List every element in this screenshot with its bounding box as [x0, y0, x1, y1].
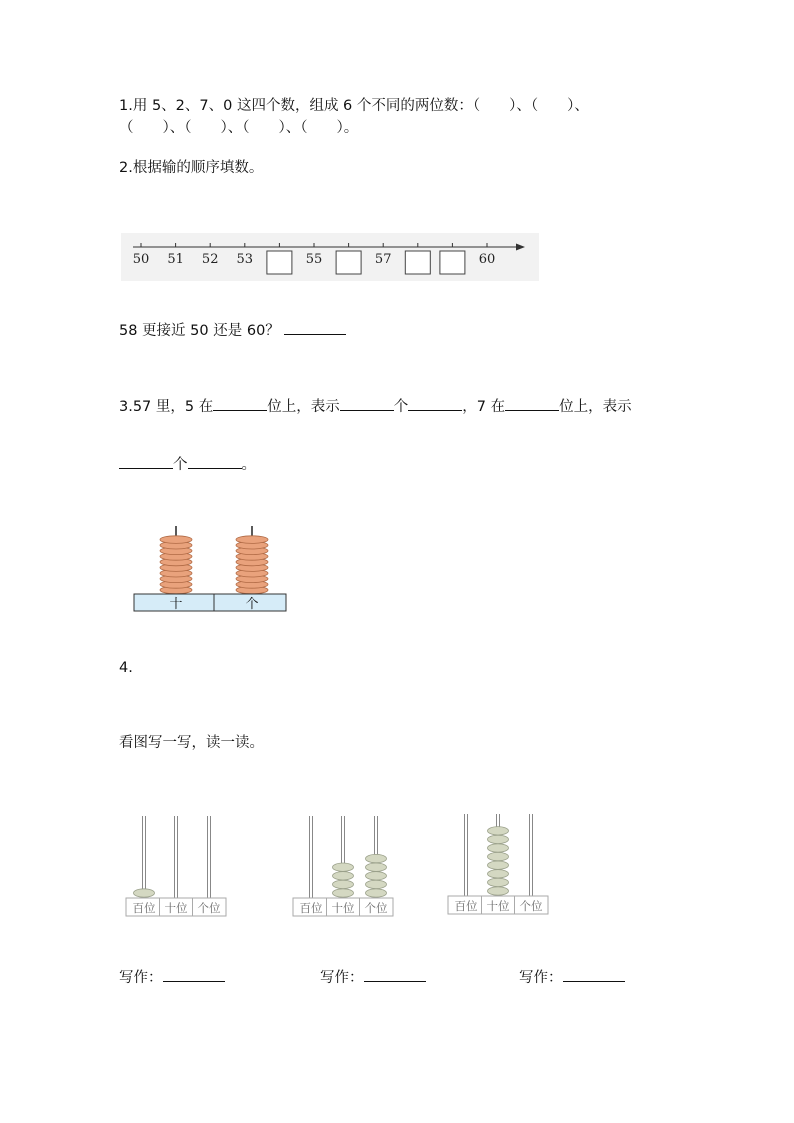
answer-blank[interactable]	[119, 454, 173, 469]
abacus-2	[291, 814, 397, 924]
abacus-3	[446, 812, 552, 922]
bead	[236, 536, 268, 544]
bead	[366, 889, 387, 897]
place-label: 个位	[197, 901, 221, 915]
q3-line1	[119, 396, 632, 417]
bead	[488, 861, 509, 869]
abacus-graphic	[124, 814, 230, 920]
q3-text: 3.57 里，5 在	[119, 399, 214, 415]
write-1	[119, 966, 225, 987]
place-label: 百位	[454, 899, 478, 913]
tick-label: 51	[167, 252, 184, 267]
answer-blank[interactable]	[188, 454, 242, 469]
label-bar	[134, 594, 286, 611]
tick-label: 53	[236, 252, 254, 267]
place-label: 个	[245, 597, 259, 612]
answer-box[interactable]	[405, 251, 430, 274]
answer-blank[interactable]	[408, 396, 462, 411]
answer-box[interactable]	[336, 251, 361, 274]
abacus-1	[124, 814, 230, 924]
abacus-graphic	[130, 524, 290, 616]
tick-label: 57	[374, 252, 392, 267]
tick-label: 52	[201, 252, 219, 267]
answer-blank[interactable]	[213, 396, 267, 411]
bead	[366, 872, 387, 880]
bead	[488, 887, 509, 895]
tens-ones-abacus	[130, 524, 290, 620]
q4-number: 4.	[119, 660, 133, 676]
bead	[488, 878, 509, 886]
answer-blank[interactable]	[364, 967, 426, 982]
q2-question	[119, 320, 346, 341]
answer-blank[interactable]	[163, 967, 225, 982]
q4-prompt: 看图写一写，读一读。	[119, 735, 264, 751]
q2-question-text: 58 更接近 50 还是 60？	[119, 323, 280, 339]
q3-line2	[119, 454, 256, 475]
write-label: 写作：	[519, 970, 563, 986]
place-label: 十	[169, 597, 183, 612]
place-label: 十位	[331, 901, 355, 915]
answer-blank[interactable]	[284, 320, 346, 335]
q1-line2: （ ）、（ ）、（ ）、（ ）。	[119, 120, 359, 136]
bead	[160, 536, 192, 544]
write-3	[519, 966, 625, 987]
arrow-head	[516, 244, 525, 251]
answer-box[interactable]	[267, 251, 292, 274]
place-label: 百位	[132, 901, 156, 915]
write-label: 写作：	[320, 970, 364, 986]
answer-box[interactable]	[440, 251, 465, 274]
bead	[488, 827, 509, 835]
number-line-graphic	[121, 233, 539, 281]
abacus-graphic	[446, 812, 552, 918]
bead	[333, 863, 354, 871]
bead	[366, 880, 387, 888]
place-label: 个位	[364, 901, 388, 915]
place-label: 十位	[486, 899, 510, 913]
write-label: 写作：	[119, 970, 163, 986]
q3-text: 个	[173, 457, 188, 473]
q3-text: 位上，表示	[267, 399, 340, 415]
q3-text: 个	[393, 399, 409, 415]
tick-label: 60	[478, 252, 496, 267]
q2-prompt: 2.根据输的顺序填数。	[119, 160, 264, 176]
answer-blank[interactable]	[505, 396, 559, 411]
bead	[488, 870, 509, 878]
q3-text: 。	[241, 457, 256, 473]
bead	[333, 880, 354, 888]
number-line	[121, 233, 539, 281]
answer-blank[interactable]	[340, 396, 394, 411]
abacus-graphic	[291, 814, 397, 920]
bead	[488, 852, 509, 860]
write-2	[320, 966, 426, 987]
place-label: 百位	[299, 901, 323, 915]
q1-line1: 1.用 5、2、7、0 这四个数，组成 6 个不同的两位数：（ ）、（ ）、	[119, 98, 589, 114]
answer-blank[interactable]	[563, 967, 625, 982]
place-label: 十位	[164, 901, 188, 915]
bead	[366, 854, 387, 862]
q3-text: ，7 在	[462, 399, 506, 415]
bead	[134, 889, 155, 897]
q3-text: 位上，表示	[559, 399, 632, 415]
tick-label: 50	[132, 252, 150, 267]
bead	[488, 835, 509, 843]
bead	[488, 844, 509, 852]
bead	[333, 872, 354, 880]
bead	[333, 889, 354, 897]
bead	[366, 863, 387, 871]
tick-label: 55	[305, 252, 323, 267]
place-label: 个位	[519, 899, 543, 913]
